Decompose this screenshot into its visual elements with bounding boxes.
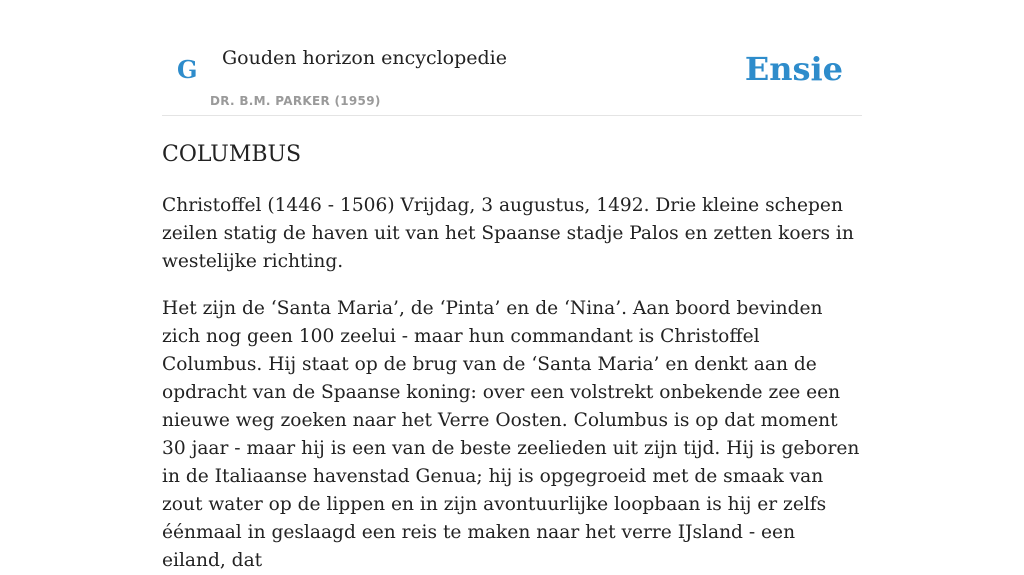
entry-title: COLUMBUS — [162, 142, 302, 167]
book-author: DR. B.M. PARKER (1959) — [210, 94, 381, 108]
book-header — [162, 0, 862, 116]
book-logo[interactable]: G — [177, 55, 198, 84]
book-title-link[interactable]: Gouden horizon encyclopedie — [222, 47, 507, 69]
ensie-logo-link[interactable]: Ensie — [744, 50, 843, 88]
entry-paragraph: Het zijn de ‘Santa Maria’, de ‘Pinta’ en de ‘Nina’. Aan boord bevinden zich nog geen 100 zeelui - maar hun commandant is Christoffel Columbus. Hij staat op de brug van de ‘Santa Maria’ en denkt aan de opdracht van de Spaanse koning: over een volstrekt onbekende zee een nieuwe weg zoeken naar het Verre Oosten. Columbus is op dat moment 30 jaar - maar hij is een van de beste zeelieden uit zijn tijd. Hij is geboren in de Italiaanse havenstad Genua; hij is opgegroeid met de smaak van zout water op de lippen en in zijn avontuurlijke loopbaan is hij er zelfs éénmaal in geslaagd een reis te maken naar het verre IJsland - een eiland, dat — [162, 298, 860, 571]
article-page — [162, 0, 862, 571]
entry-paragraph: Christoffel (1446 - 1506) Vrijdag, 3 augustus, 1492. Drie kleine schepen zeilen statig de haven uit van het Spaanse stadje Palos en zetten koers in westelijke richting. — [162, 195, 854, 272]
